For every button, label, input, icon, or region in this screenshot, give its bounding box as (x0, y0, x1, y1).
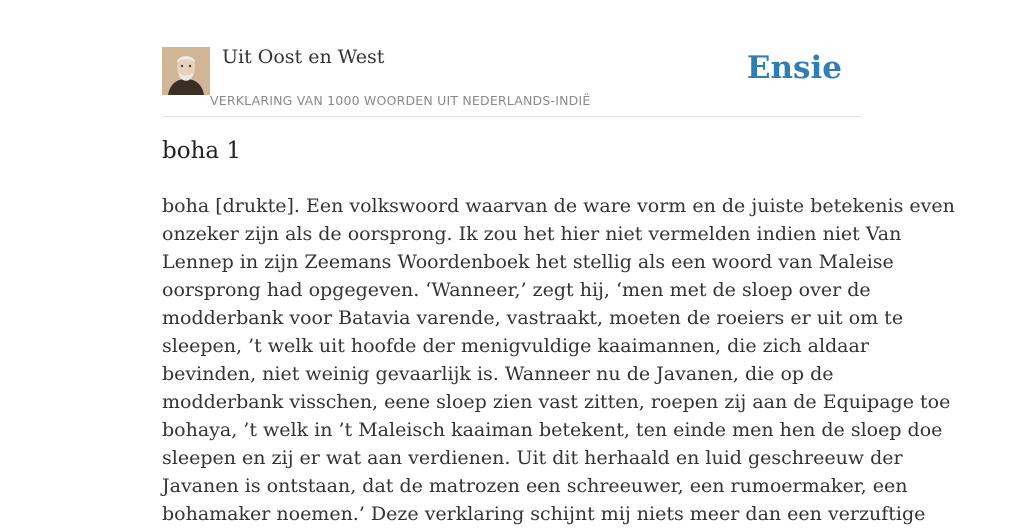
definition-line: boha [drukte]. Een volkswoord waarvan de ware vorm en de juiste betekenis even (162, 195, 955, 217)
book-title[interactable]: Uit Oost en West (222, 46, 385, 68)
definition-line: sleepen en zij er wat aan verdienen. Uit dit herhaald en luid geschreeuw der (162, 447, 903, 469)
book-subtitle: VERKLARING VAN 1000 WOORDEN UIT NEDERLANDS-INDIË (210, 93, 591, 108)
portrait-drawing (162, 47, 210, 95)
definition-line: modderbank visschen, eene sloep zien vast zitten, roepen zij aan de Equipage toe (162, 391, 951, 413)
definition-line: Lennep in zijn Zeemans Woordenboek het stellig als een woord van Maleise (162, 251, 894, 273)
definition-line: onzeker zijn als de oorsprong. Ik zou het hier niet vermelden indien niet Van (162, 223, 902, 245)
author-portrait-icon[interactable] (162, 47, 210, 95)
definition-line: bohamaker noemen.’ Deze verklaring schijnt mij niets meer dan een verzuftige (162, 503, 926, 525)
definition-line: oorsprong had opgegeven. ‘Wanneer,’ zegt hij, ‘men met de sloep over de (162, 279, 871, 301)
definition-line: Javanen is ontstaan, dat de matrozen een schreeuwer, een rumoermaker, een (162, 475, 908, 497)
definition-line: modderbank voor Batavia varende, vastraakt, moeten de roeiers er uit om te (162, 307, 904, 329)
definition-line: bevinden, niet weinig gevaarlijk is. Wanneer nu de Javanen, die op de (162, 363, 834, 385)
entry-definition (162, 192, 955, 528)
definition-line: bohaya, ’t welk in ’t Maleisch kaaiman betekent, ten einde men hen de sloep doe (162, 419, 943, 441)
source-header (162, 44, 862, 117)
entry-title: boha 1 (162, 138, 242, 164)
definition-line: sleepen, ’t welk uit hoofde der menigvuldige kaaimannen, die zich aldaar (162, 335, 869, 357)
ensie-logo[interactable]: Ensie (746, 50, 842, 86)
